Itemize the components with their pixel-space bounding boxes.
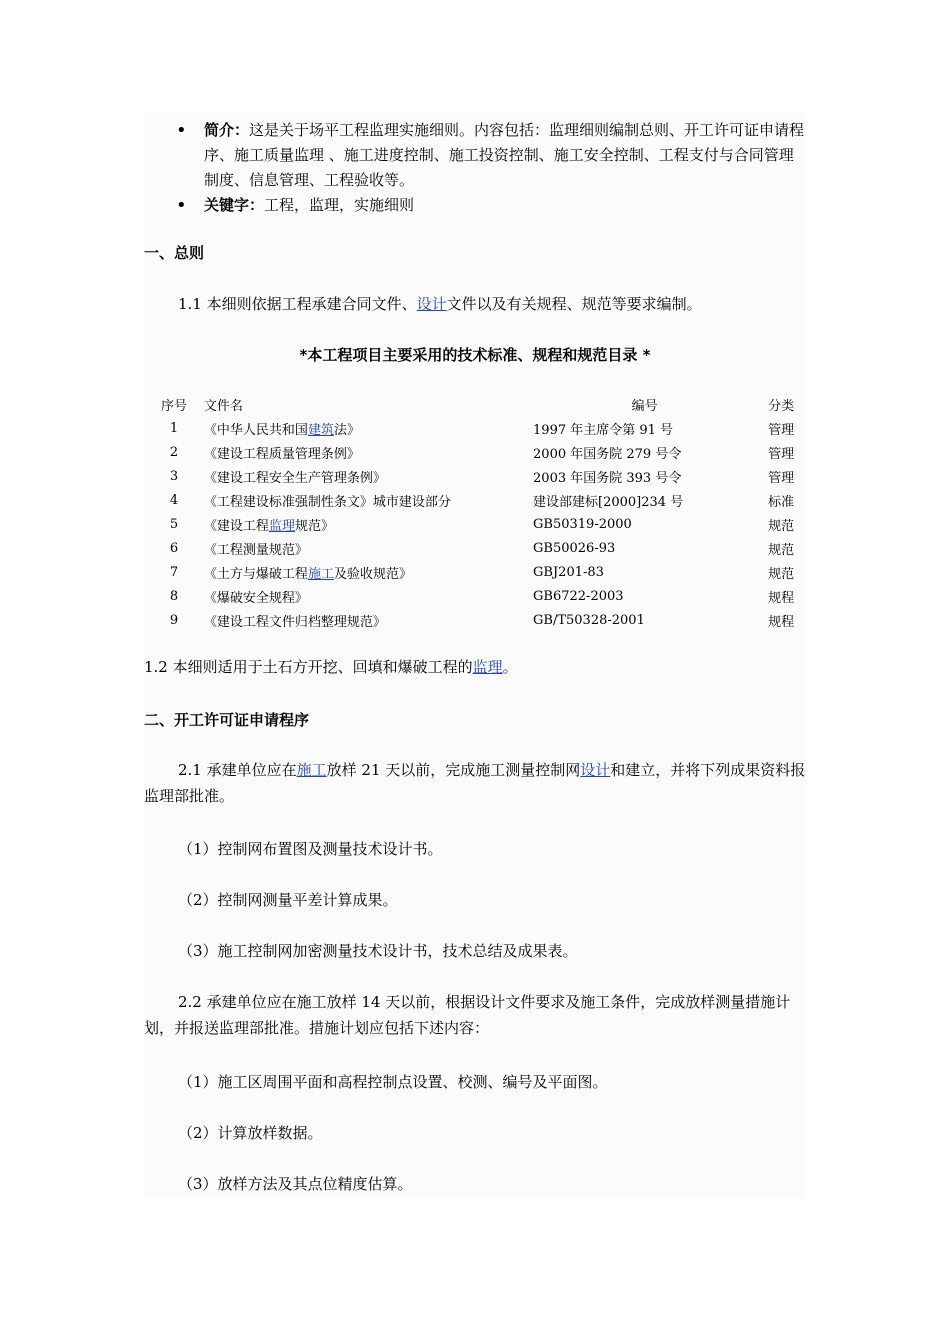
filename-text: 《建设工程文件归档整理规范》 (203, 614, 386, 630)
paragraph-1-2 (144, 654, 806, 680)
table-row (158, 488, 806, 512)
p21-text-a: 2.1 承建单位应在 (178, 761, 297, 779)
summary-label: 简介： (204, 121, 250, 139)
row-code: GB50319-2000 (533, 516, 632, 532)
filename-text: 《土方与爆破工程 (203, 566, 308, 582)
table-header-row (158, 392, 806, 416)
row-number: 8 (169, 588, 179, 604)
table-row (158, 536, 806, 560)
p11-text-b: 文件以及有关规程、规范等要求编制。 (446, 295, 702, 313)
row-filename (190, 464, 533, 488)
row-code: 建设部建标[2000]234 号 (533, 494, 684, 510)
row-category: 管理 (768, 446, 795, 462)
filename-text: 《建设工程质量管理条例》 (203, 446, 360, 462)
table-row (158, 440, 806, 464)
row-number: 2 (169, 444, 179, 460)
table-row (158, 584, 806, 608)
row-filename (190, 560, 533, 584)
row-number: 9 (169, 612, 179, 628)
p22-item-1: （1）施工区周围平面和高程控制点设置、校测、编号及平面图。 (178, 1073, 608, 1091)
filename-text-end: 规范》 (294, 518, 334, 534)
table-row (158, 608, 806, 632)
filename-text: 《工程建设标准强制性条文》城市建设部分 (203, 494, 451, 510)
row-filename (190, 584, 533, 608)
p21-item-1: （1）控制网布置图及测量技术设计书。 (178, 840, 443, 858)
section2-heading: 二、开工许可证申请程序 (144, 711, 310, 729)
row-category: 标准 (768, 494, 795, 510)
p12-text-a: 1.2 本细则适用于土石方开挖、回填和爆破工程的 (144, 658, 473, 676)
table-header-cell: 文件名 (203, 398, 243, 414)
intro-list (144, 118, 806, 218)
standards-table (158, 392, 806, 632)
p11-text-a: 1.1 本细则依据工程承建合同文件、 (178, 295, 417, 313)
row-category: 管理 (768, 470, 795, 486)
paragraph-2-1 (144, 757, 806, 809)
table-title: *本工程项目主要采用的技术标准、规程和规范目录 * (299, 346, 651, 364)
row-code: 2000 年国务院 279 号令 (533, 446, 682, 462)
paragraph-1-1 (144, 291, 806, 317)
filename-text: 《建设工程 (203, 518, 269, 534)
row-filename (190, 512, 533, 536)
table-header-cell: 序号 (160, 398, 187, 414)
filename-text: 《爆破安全规程》 (203, 590, 308, 606)
row-filename (190, 488, 533, 512)
link-design[interactable]: 设计 (416, 295, 447, 313)
row-number: 7 (169, 564, 179, 580)
p22-item-2: （2）计算放样数据。 (178, 1124, 323, 1142)
row-code: GB6722-2003 (533, 588, 624, 604)
filename-text: 《中华人民共和国 (203, 422, 308, 438)
row-category: 规范 (768, 542, 795, 558)
row-number: 1 (169, 420, 179, 436)
filename-link[interactable]: 施工 (307, 566, 334, 582)
row-filename (190, 440, 533, 464)
row-number: 3 (169, 468, 179, 484)
row-code: 1997 年主席令第 91 号 (533, 422, 674, 438)
row-filename (190, 536, 533, 560)
table-row (158, 560, 806, 584)
row-code: 2003 年国务院 393 号令 (533, 470, 682, 486)
table-header-cell: 分类 (768, 398, 795, 414)
p21-item-3: （3）施工控制网加密测量技术设计书，技术总结及成果表。 (178, 942, 578, 960)
table-row (158, 512, 806, 536)
row-category: 规范 (768, 518, 795, 534)
link-supervision[interactable]: 监理 (472, 658, 503, 676)
p21-item-2: （2）控制网测量平差计算成果。 (178, 891, 398, 909)
row-code: GB50026-93 (533, 540, 616, 556)
row-filename (190, 608, 533, 632)
link-construction[interactable]: 施工 (296, 761, 327, 779)
filename-text-end: 法》 (333, 422, 360, 438)
row-code: GBJ201-83 (533, 564, 604, 580)
row-category: 规程 (768, 614, 795, 630)
keywords-item (204, 193, 806, 218)
p21-text-b: 放样 21 天以前，完成施工测量控制网 (326, 761, 581, 779)
row-filename (190, 416, 533, 440)
row-category: 管理 (768, 422, 795, 438)
p12-text-b: 。 (502, 658, 518, 676)
section1-heading: 一、总则 (144, 244, 205, 262)
table-header-cell: 编号 (631, 398, 658, 414)
table-row (158, 464, 806, 488)
filename-text: 《建设工程安全生产管理条例》 (203, 470, 386, 486)
filename-link[interactable]: 建筑 (307, 422, 334, 438)
row-number: 4 (169, 492, 179, 508)
row-category: 规范 (768, 566, 795, 582)
summary-text: 这是关于场平工程监理实施细则。内容包括：监理细则编制总则、开工许可证申请程序、施工质量监理 、施工进度控制、施工投资控制、施工安全控制、工程支付与合同管理制度、信息管理、工程验收等。 (204, 121, 805, 189)
row-number: 5 (169, 516, 179, 532)
paragraph-2-2: 2.2 承建单位应在施工放样 14 天以前，根据设计文件要求及施工条件，完成放样测量措施计划，并报送监理部批准。措施计划应包括下述内容： (144, 993, 791, 1037)
row-category: 规程 (768, 590, 795, 606)
table-row (158, 416, 806, 440)
filename-text: 《工程测量规范》 (203, 542, 308, 558)
filename-text-end: 及验收规范》 (333, 566, 412, 582)
row-code: GB/T50328-2001 (533, 612, 645, 628)
row-number: 6 (169, 540, 179, 556)
document-page (144, 112, 806, 1198)
summary-item (204, 118, 806, 193)
filename-link[interactable]: 监理 (268, 518, 295, 534)
p21-text-c: 和建立，并将下列成果资料报监理部批准。 (144, 761, 806, 805)
keywords-label: 关键字： (204, 196, 265, 214)
link-design-2[interactable]: 设计 (580, 761, 611, 779)
keywords-text: 工程，监理，实施细则 (264, 196, 415, 214)
p22-item-3: （3）放样方法及其点位精度估算。 (178, 1175, 413, 1193)
